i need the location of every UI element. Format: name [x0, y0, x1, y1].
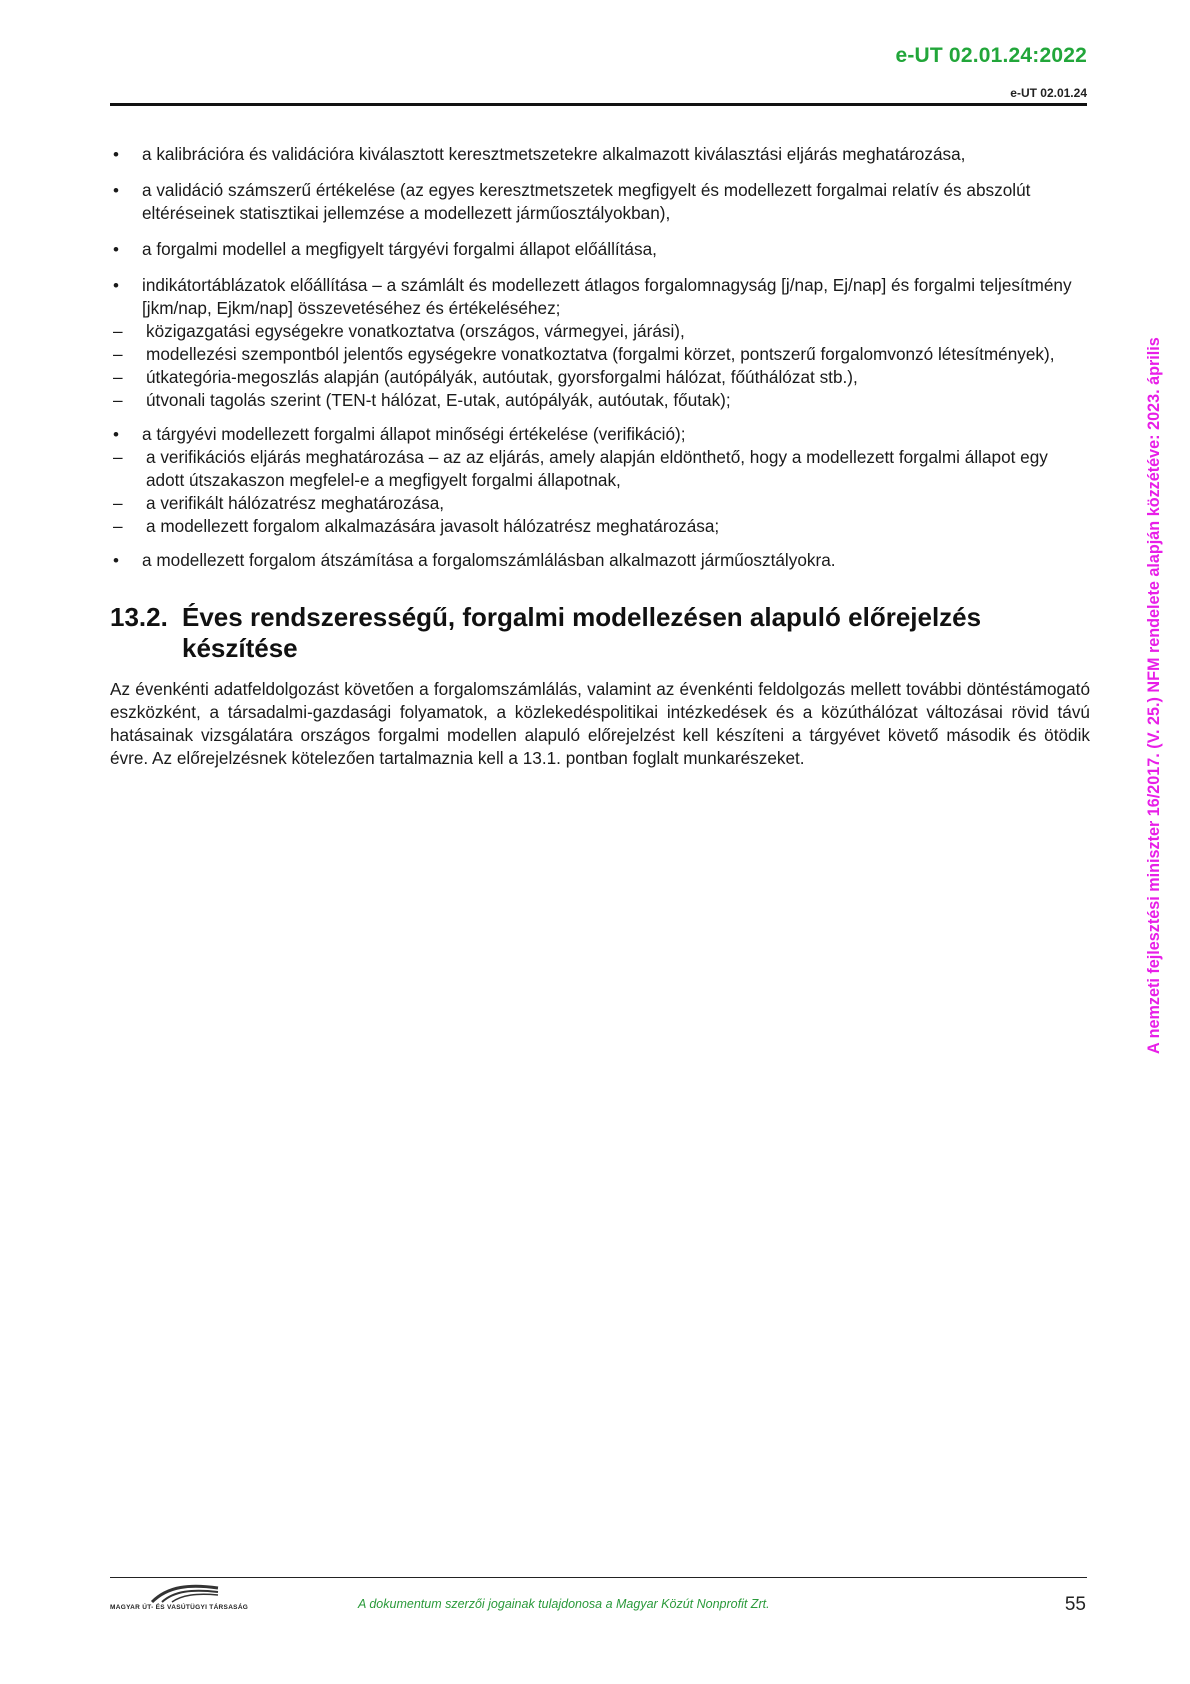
page-number: 55 — [1064, 1594, 1086, 1615]
list-item — [110, 238, 1090, 261]
bullet-icon: • — [113, 181, 119, 200]
sub-list-item-text: modellezési szempontból jelentős egységekre vonatkoztatva (forgalmi körzet, pontszerű forgalomvonzó létesítmények), — [146, 344, 1055, 364]
sub-list-item — [110, 366, 1090, 389]
list-item-text: a validáció számszerű értékelése (az egyes keresztmetszetek megfigyelt és modellezett forgalmai relatív és abszolút eltéréseinek statisztikai jellemzése a modellezett járműosztályokban), — [142, 180, 1031, 223]
sub-list-item-text: a modellezett forgalom alkalmazására javasolt hálózatrész meghatározása; — [146, 516, 720, 536]
header-divider — [110, 103, 1087, 106]
list-item-text: a modellezett forgalom átszámítása a forgalomszámlálásban alkalmazott járműosztályokra. — [142, 550, 836, 570]
dash-icon: – — [113, 493, 123, 513]
copyright-notice: A dokumentum szerzői jogainak tulajdonosa a Magyar Közút Nonprofit Zrt. — [358, 1597, 770, 1611]
document-code-small: e-UT 02.01.24 — [1010, 86, 1087, 100]
bullet-icon: • — [113, 551, 119, 570]
section-number: 13.2. — [110, 602, 168, 632]
dash-icon: – — [113, 367, 123, 387]
logo-text: MAGYAR ÚT- ÉS VASÚTÜGYI TÁRSASÁG — [110, 1604, 249, 1611]
list-item-text: a forgalmi modellel a megfigyelt tárgyévi forgalmi állapot előállítása, — [142, 239, 657, 259]
bullet-icon: • — [113, 240, 119, 259]
dash-icon: – — [113, 390, 123, 410]
sub-list-item — [110, 343, 1090, 366]
document-code: e-UT 02.01.24:2022 — [895, 44, 1087, 67]
bullet-list — [110, 143, 1090, 572]
list-item-text: a tárgyévi modellezett forgalmi állapot minőségi értékelése (verifikáció); — [142, 424, 686, 444]
sub-list-item-text: a verifikált hálózatrész meghatározása, — [146, 493, 445, 513]
sub-list-item-text: útvonali tagolás szerint (TEN-t hálózat, E-utak, autópályák, autóutak, főutak); — [146, 390, 731, 410]
section-title: Éves rendszerességű, forgalmi modellezésen alapuló előrejelzés készítése — [182, 602, 982, 663]
sub-list — [113, 320, 1090, 412]
sub-list-item — [110, 389, 1090, 412]
side-publication-note: A nemzeti fejlesztési miniszter 16/2017. (V. 25.) NFM rendelete alapján közzétéve: 2023. április — [1145, 337, 1163, 1054]
list-item — [110, 274, 1090, 412]
sub-list-item — [110, 492, 1090, 515]
road-logo-icon — [150, 1582, 220, 1604]
list-item — [110, 143, 1090, 166]
sub-list-item — [110, 446, 1090, 492]
list-item — [110, 549, 1090, 572]
body-paragraph: Az évenkénti adatfeldolgozást követően a forgalomszámlálás, valamint az évenkénti feldolgozás mellett további döntéstámogató eszközként, a társadalmi-gazdasági folyamatok, a közlekedéspolitikai intézkedések és a közúthálózat változásai rövid távú hatásainak vizsgálatára országos forgalmi modellen alapuló előrejelzést kell készíteni a tárgyévet követő második és ötödik évre. Az előrejelzésnek kötelezően tartalmaznia kell a 13.1. pontban foglalt munkarészeket. — [110, 679, 1090, 768]
dash-icon: – — [113, 447, 123, 467]
list-item — [110, 179, 1090, 225]
dash-icon: – — [113, 516, 123, 536]
list-item-text: a kalibrációra és validációra kiválasztott keresztmetszetekre alkalmazott kiválasztási eljárás meghatározása, — [142, 144, 966, 164]
sub-list — [113, 446, 1090, 538]
bullet-icon: • — [113, 425, 119, 444]
footer-logo — [110, 1582, 260, 1616]
sub-list-item — [110, 515, 1090, 538]
sub-list-item — [110, 320, 1090, 343]
page-content — [110, 143, 1090, 770]
sub-list-item-text: a verifikációs eljárás meghatározása – az az eljárás, amely alapján eldönthető, hogy a modellezett forgalmi állapot egy adott útszakaszon megfelel-e a megfigyelt forgalmi állapotnak, — [146, 447, 1048, 490]
sub-list-item-text: útkategória-megoszlás alapján (autópályák, autóutak, gyorsforgalmi hálózat, főúthálózat stb.), — [146, 367, 858, 387]
sub-list-item-text: közigazgatási egységekre vonatkoztatva (országos, vármegyei, járási), — [146, 321, 685, 341]
bullet-icon: • — [113, 276, 119, 295]
footer-divider — [110, 1577, 1087, 1578]
list-item-text: indikátortáblázatok előállítása – a számlált és modellezett átlagos forgalomnagyság [j/nap, Ej/nap] és forgalmi teljesítmény [jkm/nap, Ejkm/nap] összevetéséhez és értékeléséhez; — [142, 275, 1072, 318]
list-item — [110, 423, 1090, 538]
dash-icon: – — [113, 321, 123, 341]
dash-icon: – — [113, 344, 123, 364]
section-heading — [110, 602, 1090, 664]
bullet-icon: • — [113, 145, 119, 164]
